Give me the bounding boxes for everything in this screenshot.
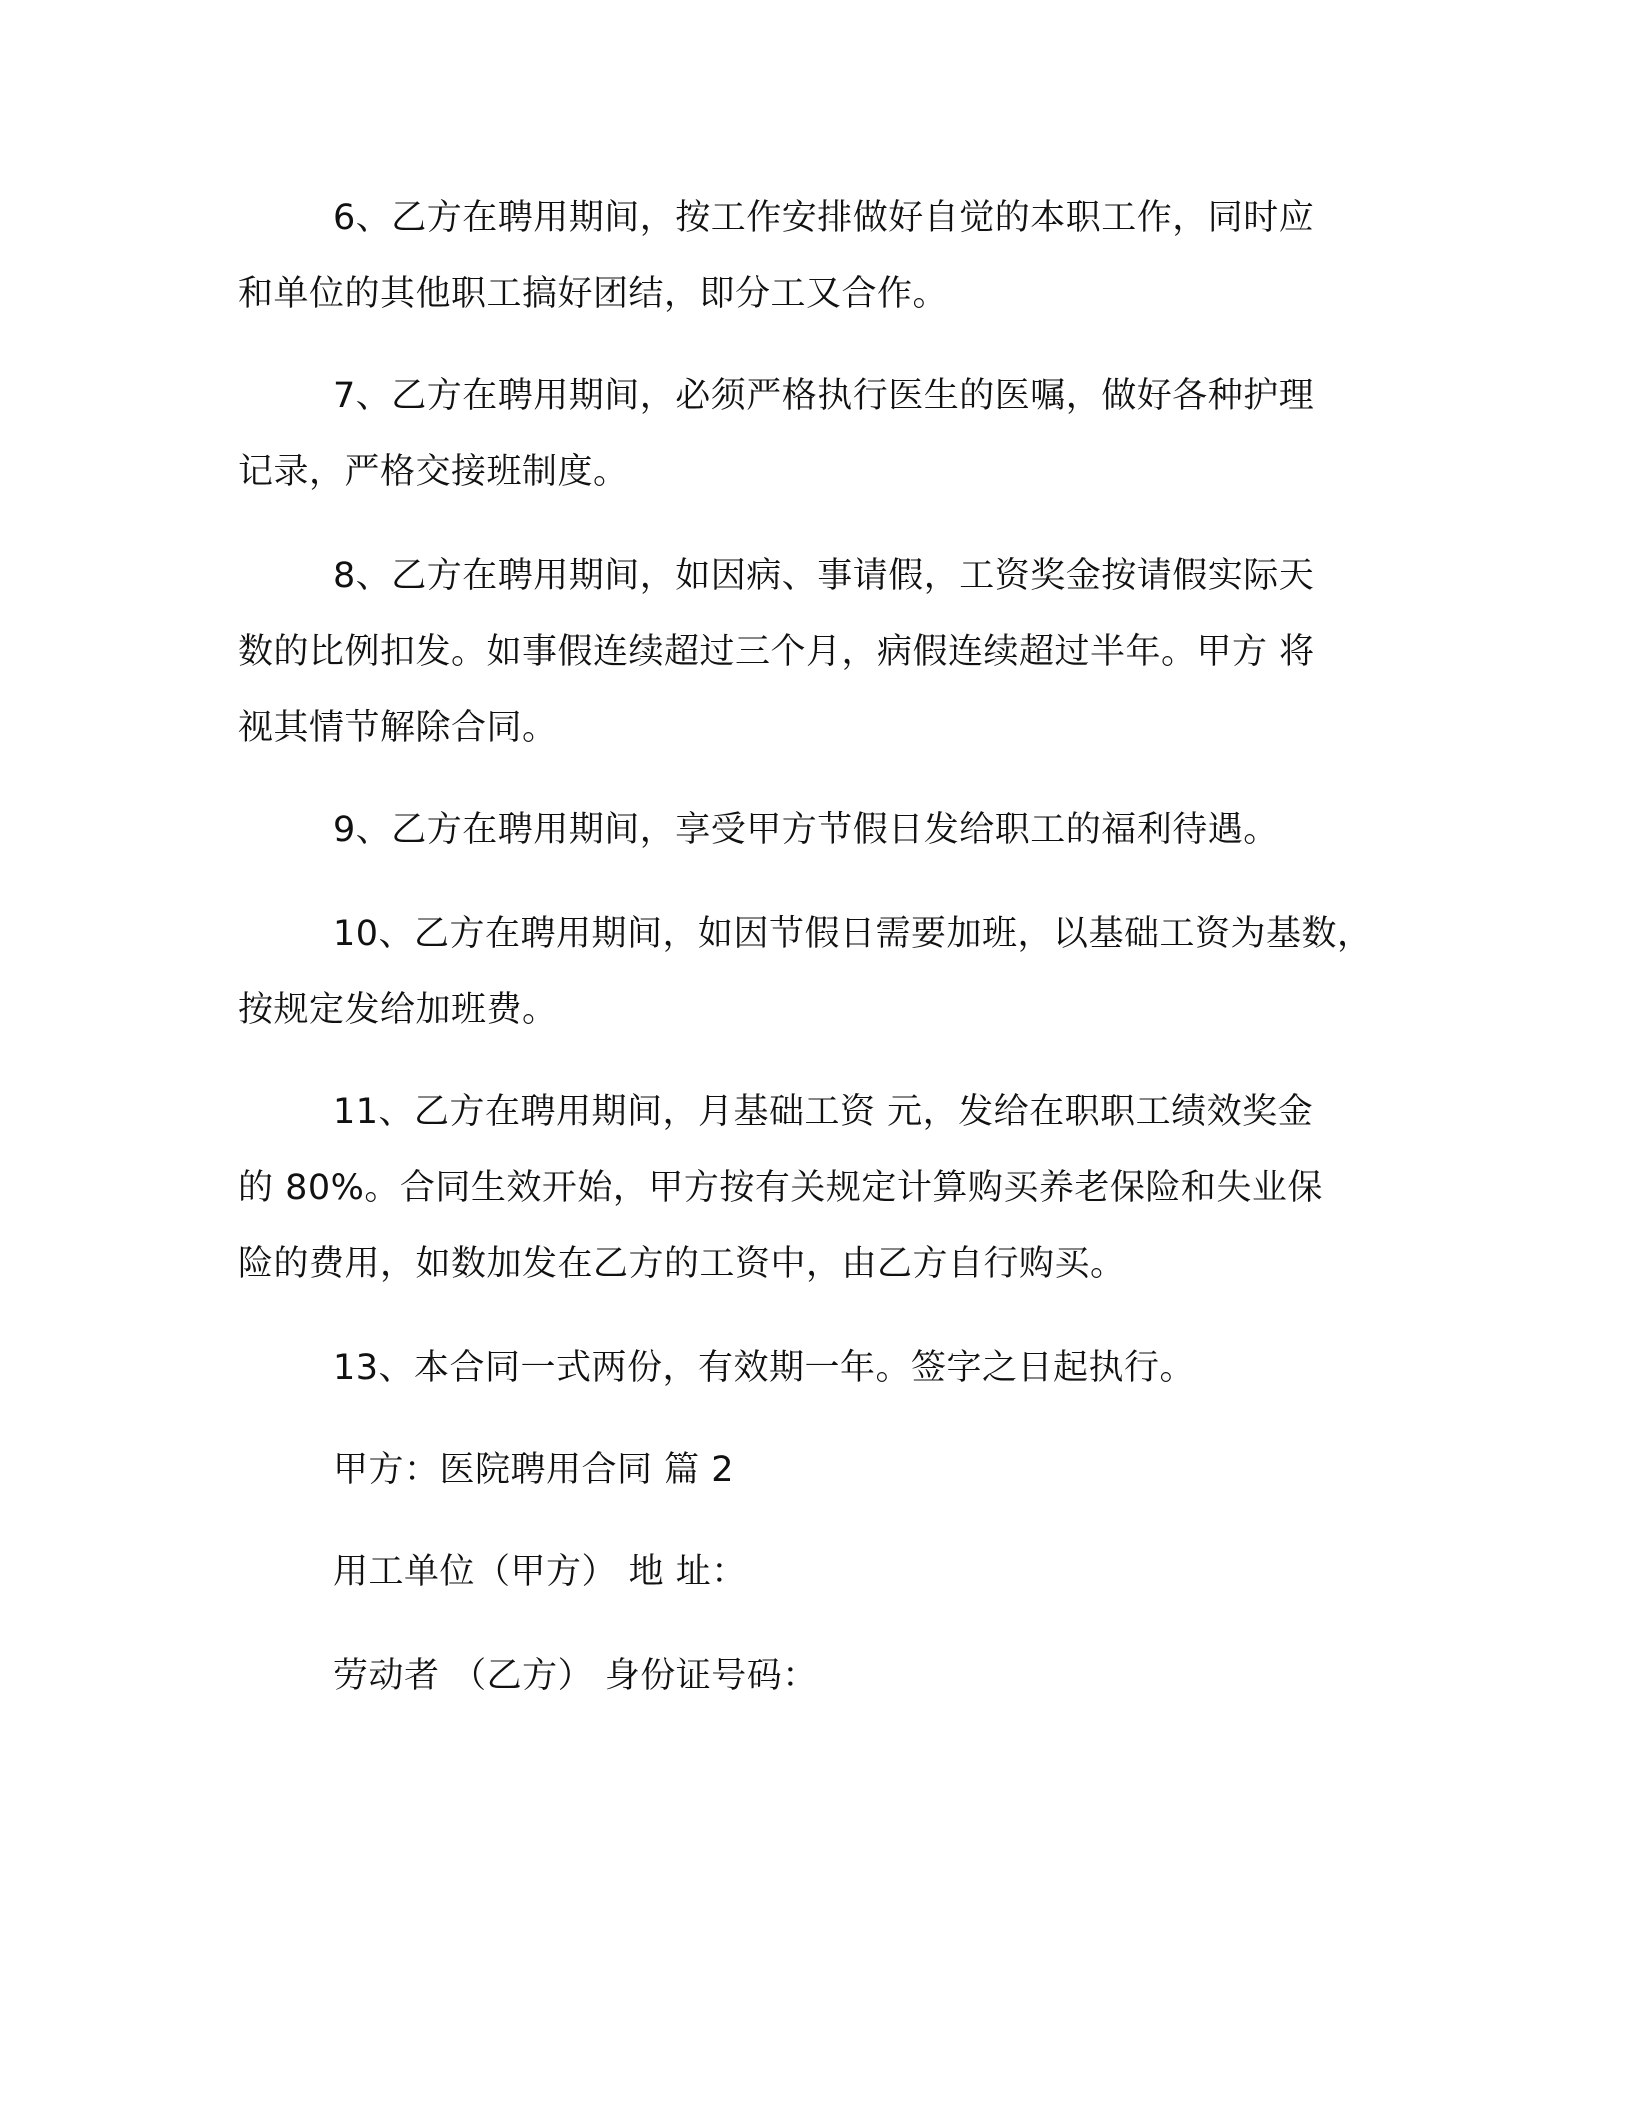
clause-7-line-2: 记录，严格交接班制度。 — [238, 452, 629, 492]
clause-13-line-1: 13、本合同一式两份，有效期一年。签字之日起执行。 — [333, 1348, 1196, 1388]
clause-7-line-1: 7、乙方在聘用期间，必须严格执行医生的医嘱，做好各种护理 — [333, 376, 1315, 416]
party-a-heading: 甲方：医院聘用合同 篇 2 — [333, 1450, 735, 1490]
clause-9-line-1: 9、乙方在聘用期间，享受甲方节假日发给职工的福利待遇。 — [333, 810, 1279, 850]
clause-6-line-1: 6、乙方在聘用期间，按工作安排做好自觉的本职工作，同时应 — [333, 198, 1315, 238]
clause-8-line-3: 视其情节解除合同。 — [238, 708, 558, 748]
clause-8-line-2: 数的比例扣发。如事假连续超过三个月，病假连续超过半年。甲方 将 — [238, 632, 1315, 672]
clause-10-line-1: 10、乙方在聘用期间，如因节假日需要加班，以基础工资为基数， — [333, 914, 1373, 954]
employer-address-line: 用工单位（甲方） 地 址： — [333, 1552, 747, 1592]
clause-11-line-2: 的 80%。合同生效开始，甲方按有关规定计算购买养老保险和失业保 — [238, 1168, 1323, 1208]
clause-8-line-1: 8、乙方在聘用期间，如因病、事请假，工资奖金按请假实际天 — [333, 556, 1315, 596]
clause-11-line-1: 11、乙方在聘用期间，月基础工资 元，发给在职职工绩效奖金 — [333, 1092, 1314, 1132]
clause-10-line-2: 按规定发给加班费。 — [238, 990, 558, 1030]
clause-11-line-3: 险的费用，如数加发在乙方的工资中，由乙方自行购买。 — [238, 1244, 1126, 1284]
clause-6-line-2: 和单位的其他职工搞好团结，即分工又合作。 — [238, 274, 949, 314]
worker-id-line: 劳动者 （乙方） 身份证号码： — [333, 1656, 818, 1696]
